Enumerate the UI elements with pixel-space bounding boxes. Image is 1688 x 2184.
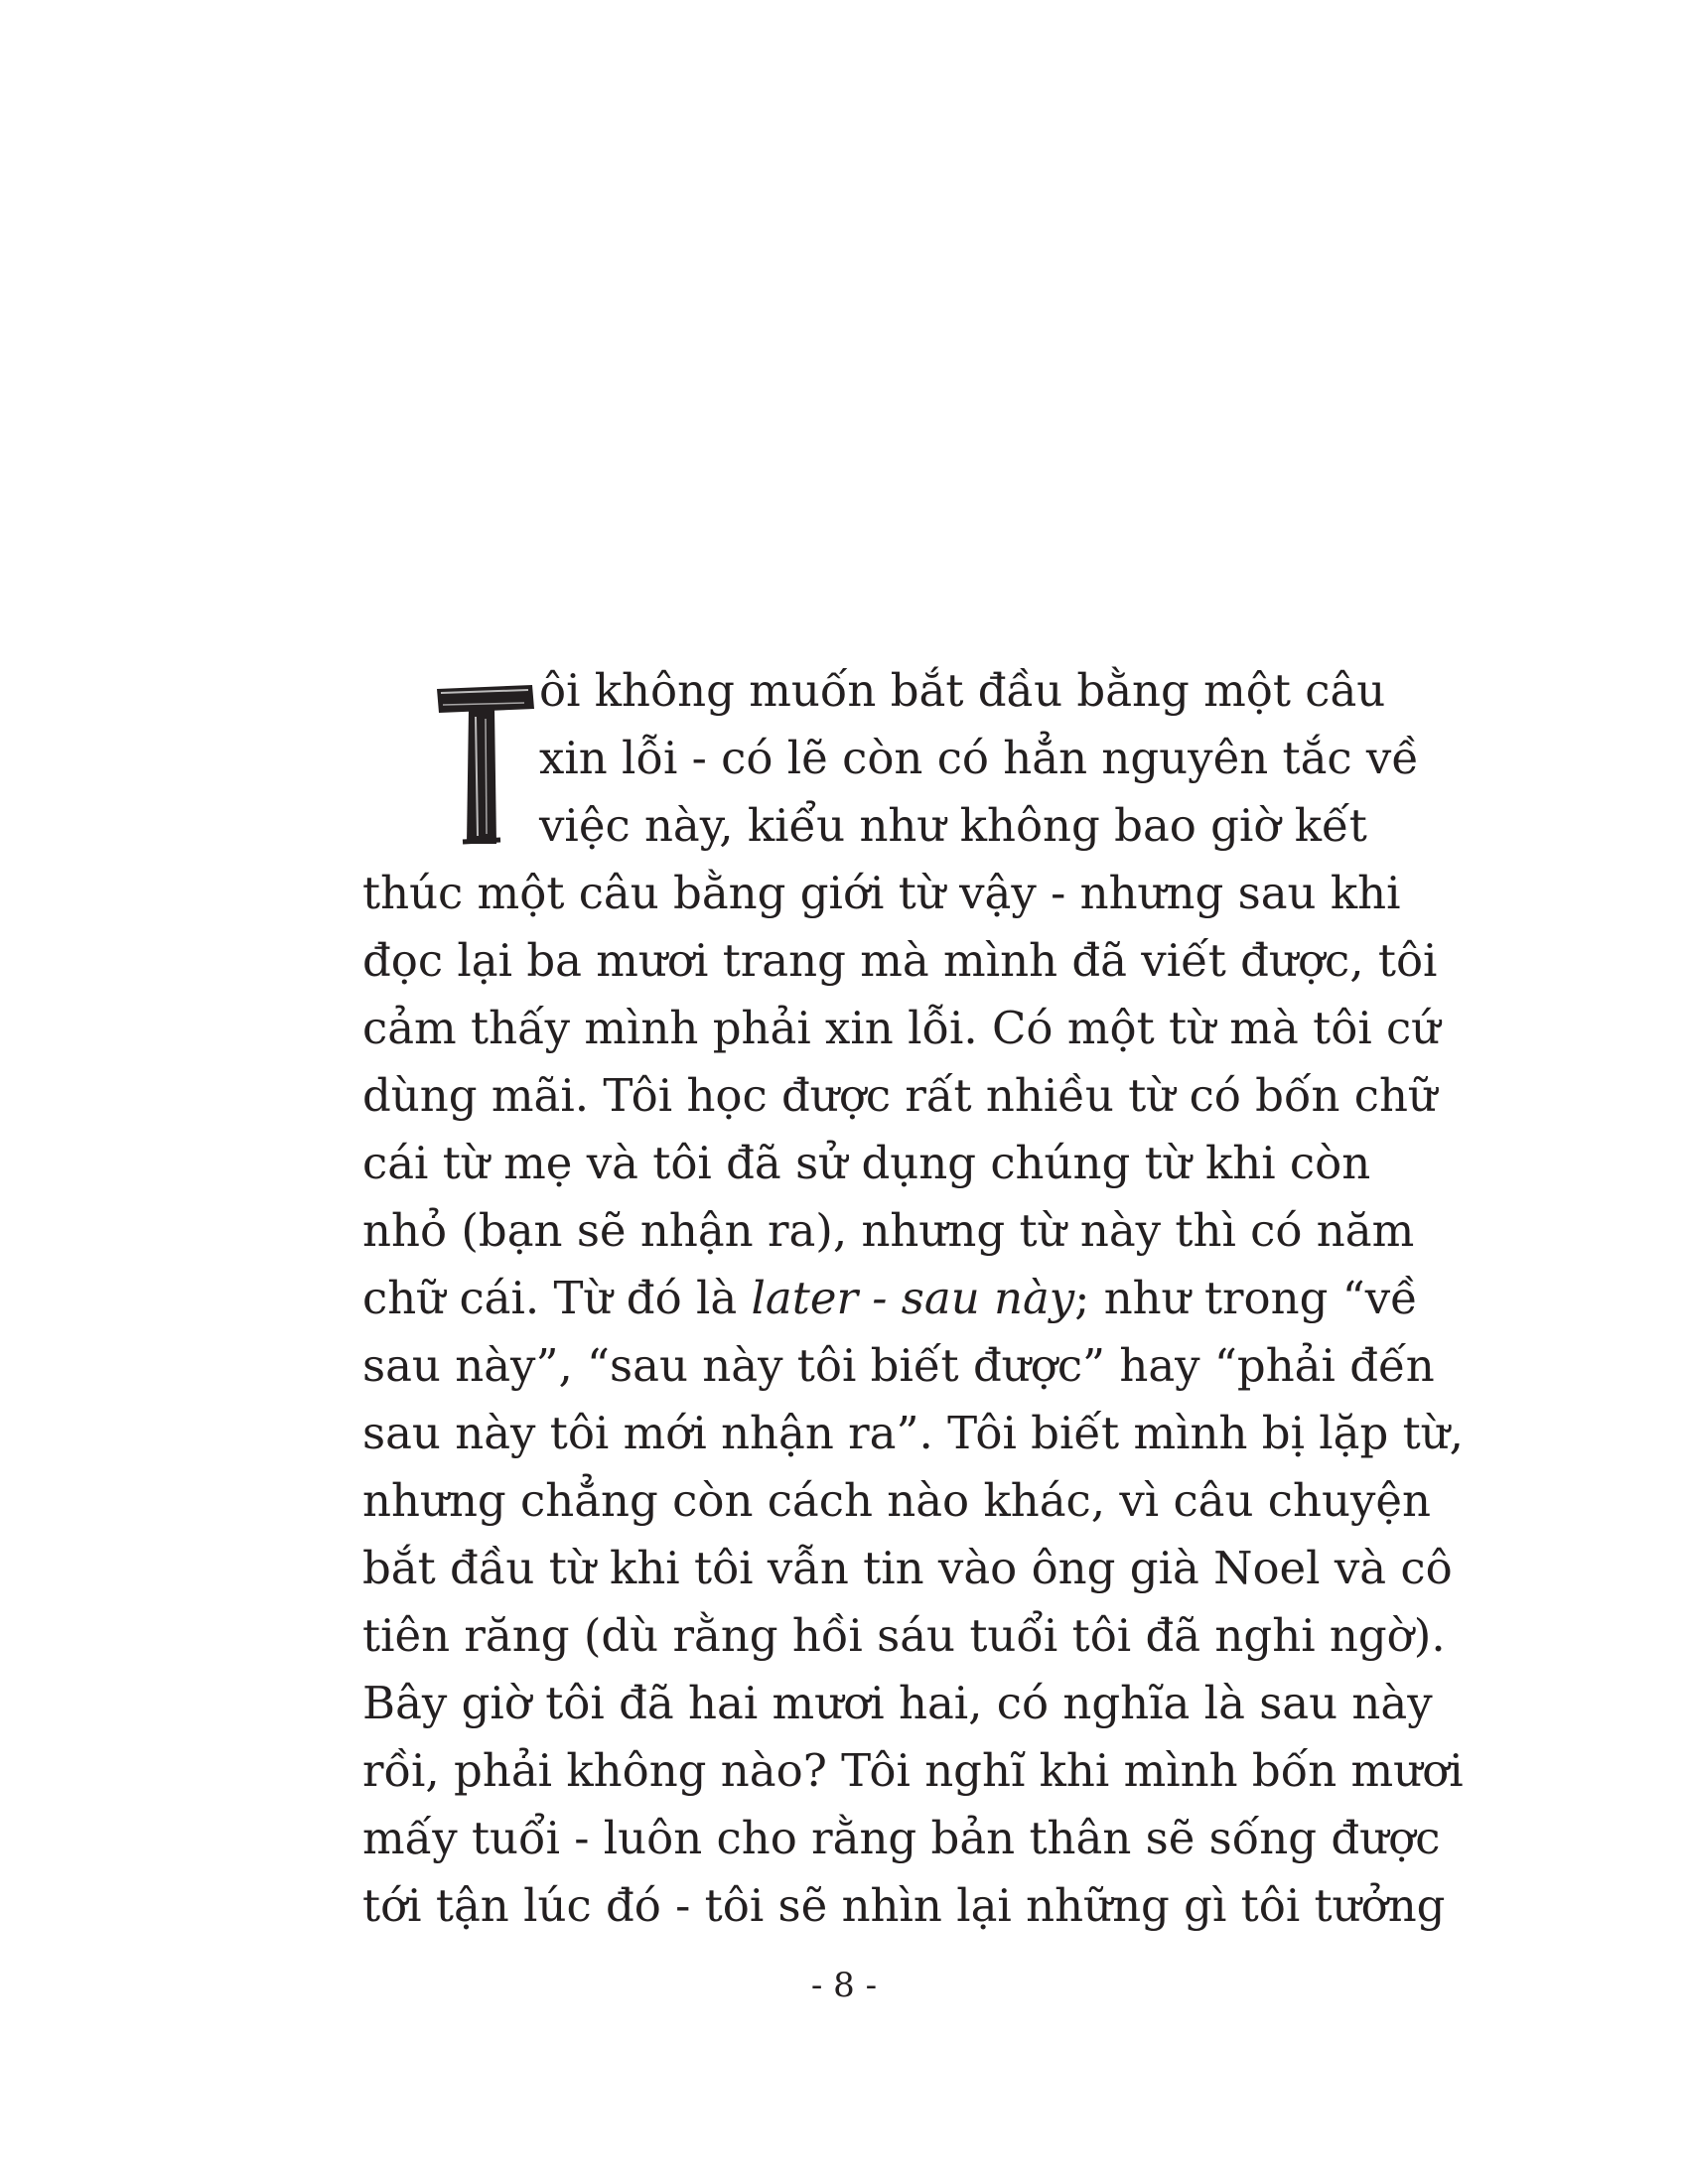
text-line-8: cái từ mẹ và tôi đã sử dụng chúng từ khi còn	[362, 1137, 1371, 1189]
text-line-16: Bây giờ tôi đã hai mươi hai, có nghĩa là sau này	[362, 1677, 1433, 1729]
text-line-12: sau này tôi mới nhận ra”. Tôi biết mình bị lặp từ,	[362, 1407, 1464, 1459]
text-line-4: thúc một câu bằng giới từ vậy - nhưng sau khi	[362, 867, 1401, 919]
text-line-6: cảm thấy mình phải xin lỗi. Có một từ mà tôi cứ	[362, 1002, 1441, 1054]
text-line-10-start: chữ cái. Từ đó là	[362, 1272, 752, 1324]
text-line-13: nhưng chẳng còn cách nào khác, vì câu chuyện	[362, 1474, 1431, 1527]
text-line-5: đọc lại ba mươi trang mà mình đã viết được, tôi	[362, 934, 1438, 987]
text-line-1: ôi không muốn bắt đầu bằng một câu	[539, 664, 1386, 717]
text-line-17: rồi, phải không nào? Tôi nghĩ khi mình bốn mươi	[362, 1744, 1464, 1797]
page-number: - 8 -	[810, 1966, 878, 2005]
text-line-3: việc này, kiểu như không bao giờ kết	[539, 799, 1367, 852]
italic-term: later - sau này	[751, 1272, 1075, 1324]
text-line-19: tới tận lúc đó - tôi sẽ nhìn lại những gì tôi tưởng	[362, 1879, 1446, 1932]
text-line-15: tiên răng (dù rằng hồi sáu tuổi tôi đã nghi ngờ).	[362, 1609, 1446, 1662]
text-line-18: mấy tuổi - luôn cho rằng bản thân sẽ sống được	[362, 1812, 1441, 1864]
drop-cap-letter: T	[433, 679, 434, 680]
text-line-2: xin lỗi - có lẽ còn có hẳn nguyên tắc về	[539, 732, 1420, 784]
text-line-11: sau này”, “sau này tôi biết được” hay “phải đến	[362, 1339, 1435, 1392]
decorative-drop-cap-t	[433, 679, 536, 846]
text-line-10	[362, 1265, 1418, 1332]
text-line-14: bắt đầu từ khi tôi vẫn tin vào ông già Noel và cô	[362, 1542, 1453, 1594]
text-line-9: nhỏ (bạn sẽ nhận ra), nhưng từ này thì có năm	[362, 1204, 1415, 1257]
text-line-10-end: ; như trong “về	[1074, 1272, 1418, 1324]
text-line-7: dùng mãi. Tôi học được rất nhiều từ có bốn chữ	[362, 1069, 1437, 1122]
